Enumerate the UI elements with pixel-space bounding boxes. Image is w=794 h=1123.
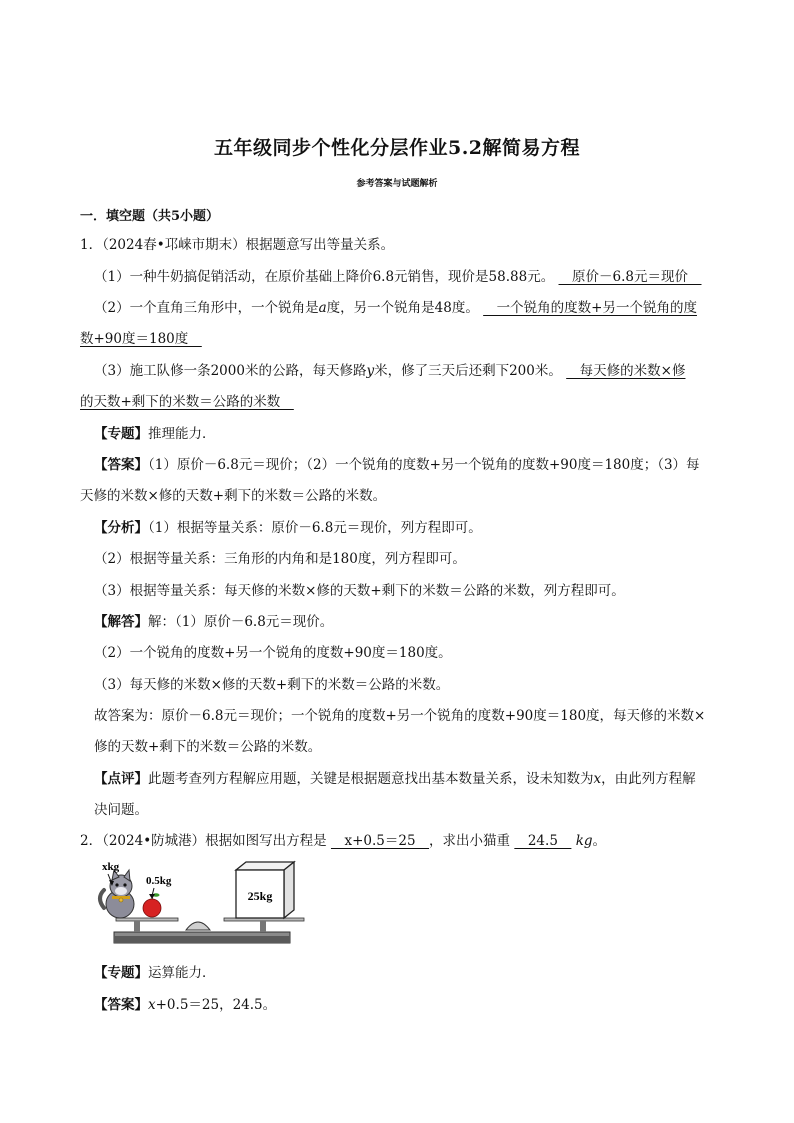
q1-comment-line1b: ，由此列方程解 [601,771,696,787]
q2-answer-tag: 【答案】 [94,997,148,1013]
balance-beam-shade [114,936,290,943]
q1-solution [94,612,734,632]
q2-answer-variable: x [148,997,156,1013]
q1-part1-answer: 原价－6.8元＝现价 [558,269,702,285]
q1-part2-answer-line2: 数+90度＝180度 [80,331,202,347]
q1-comment-variable: x [593,771,602,787]
q1-topic-text: 推理能力． [148,426,216,442]
q1-topic-tag: 【专题】 [94,426,148,442]
q1-comment [94,769,734,789]
q1-solution-line3: （3）每天修的米数×修的天数+剩下的米数＝公路的米数。 [94,677,450,693]
left-pan [116,918,178,921]
apple [143,899,161,917]
q1-part1-text: （1）一种牛奶搞促销活动，在原价基础上降价6.8元销售，现价是58.88元。 [94,269,555,285]
q1-stem: 1．（2024春•邛崃市期末）根据题意写出等量关系。 [80,237,395,253]
q2-answer-equation: x+0.5＝25 [330,833,430,849]
q2-stem-a: 2．（2024•防城港）根据如图写出方程是 [80,833,327,849]
q1-part2-cont [80,329,720,349]
q2-stem-c: 。 [592,833,607,849]
q2-answer-text: +0.5＝25，24.5。 [155,997,277,1013]
q2-unit: kg [575,833,593,849]
page-subtitle: 参考答案与试题解析 [356,179,438,189]
q1-part3 [94,361,734,381]
q2-answer [94,995,734,1015]
cat-eye-left [115,883,118,886]
q1-comment-line1: 此题考查列方程解应用题，关键是根据题意找出基本数量关系，设未知数为 [148,771,594,787]
cat-tail [100,890,104,908]
q1-solution-line1: 解：（1）原价－6.8元＝现价。 [148,614,334,630]
q1-solution-line2: （2）一个锐角的度数+另一个锐角的度数+90度＝180度。 [94,645,452,661]
q1-topic [94,424,734,444]
q1-part3-text: （3）施工队修一条2000米的公路，每天修路 [94,363,367,379]
q2-answer-weight: 24.5 [514,833,572,849]
q1-part3-answer-line2: 的天数+剩下的米数＝公路的米数 [80,394,294,410]
q1-part2-variable: a [318,300,327,316]
q1-part1 [94,267,734,287]
q1-answer-tag: 【答案】 [94,457,148,473]
q2-topic-text: 运算能力． [148,965,216,981]
q1-part3-answer-line1: 每天修的米数×修 [566,363,686,379]
q1-analysis-tag: 【分析】 [94,520,148,536]
q1-comment-tag: 【点评】 [94,771,148,787]
q1-analysis-line1: （1）根据等量关系：原价－6.8元＝现价，列方程即可。 [148,520,482,536]
q2-stem [80,831,720,851]
q1-analysis-line2: （2）根据等量关系：三角形的内角和是180度，列方程即可。 [94,551,466,567]
q2-stem-b: ，求出小猫重 [429,833,511,849]
section-heading: 一．填空题（共5小题） [80,209,220,224]
apple-weight-label: 0.5kg [146,875,172,887]
q1-part3-text2: 米，修了三天后还剩下200米。 [374,363,562,379]
q1-part3-variable: y [366,363,375,379]
q1-analysis-line3: （3）根据等量关系：每天修的米数×修的天数+剩下的米数＝公路的米数，列方程即可。 [94,583,625,599]
cat-weight-label: xkg [102,861,120,873]
q1-part2-text: （2）一个直角三角形中，一个锐角是 [94,300,319,316]
balance-illustration [94,858,314,958]
q1-part2 [94,298,734,318]
q1-answer-line1: （1）原价－6.8元＝现价；（2）一个锐角的度数+另一个锐角的度数+90度＝180度；（3）每 [148,457,700,473]
q2-topic [94,963,734,983]
left-pan-post [134,921,140,932]
q1-part2-text2: 度，另一个锐角是48度。 [326,300,479,316]
q1-analysis [94,518,734,538]
q1-comment-line2: 决问题。 [94,802,148,818]
q1-part3-cont [80,392,720,412]
box-side [284,862,294,918]
balance-knob [186,922,210,930]
cat-muzzle [115,887,127,895]
box-label: 25kg [247,889,273,903]
page-title: 五年级同步个性化分层作业5.2解简易方程 [213,137,581,159]
q1-part2-answer-line1: 一个锐角的度数+另一个锐角的度 [483,300,697,316]
q1-final-line2: 修的天数+剩下的米数＝公路的米数。 [94,739,322,755]
balance-figure [94,858,314,958]
q1-solution-tag: 【解答】 [94,614,148,630]
q1-final-line1: 故答案为：原价－6.8元＝现价；一个锐角的度数+另一个锐角的度数+90度＝180度，每天修的米数× [94,708,706,724]
q2-topic-tag: 【专题】 [94,965,148,981]
q1-answer-line2: 天修的米数×修的天数+剩下的米数＝公路的米数。 [80,488,387,504]
cat-bell [119,898,123,902]
cat-eye-right [123,883,126,886]
right-pan-post [260,921,266,932]
q1-answer [94,455,734,475]
